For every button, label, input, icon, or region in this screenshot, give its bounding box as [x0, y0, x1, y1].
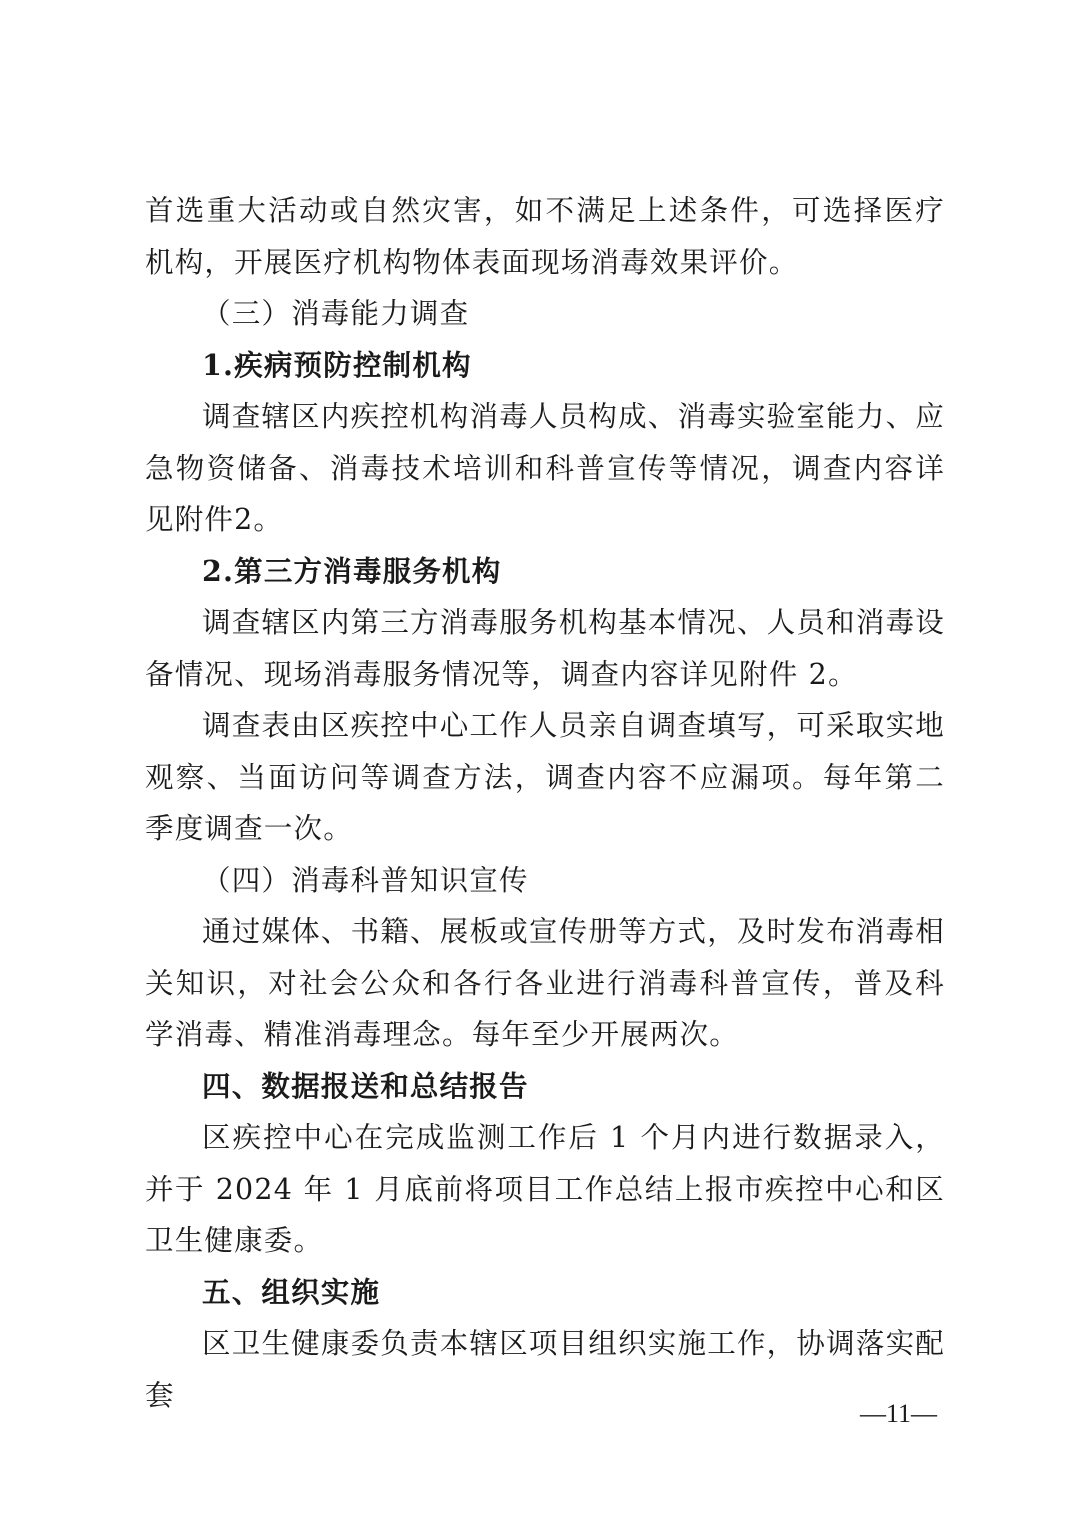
- paragraph-survey-method: 调查表由区疾控中心工作人员亲自调查填写，可采取实地观察、当面访问等调查方法，调查内容不应漏项。每年第二季度调查一次。: [145, 709, 945, 845]
- section-heading-4: 四、数据报送和总结报告: [202, 1068, 529, 1103]
- document-body: [145, 185, 945, 1421]
- paragraph-third-party-survey: 调查辖区内第三方消毒服务机构基本情况、人员和消毒设备情况、现场消毒服务情况等，调查内容详见附件 2。: [145, 606, 945, 691]
- page-number: —11—: [860, 1399, 938, 1428]
- paragraph-organization: 区卫生健康委负责本辖区项目组织实施工作，协调落实配套: [145, 1327, 945, 1412]
- paragraph-cdc-survey: 调查辖区内疾控机构消毒人员构成、消毒实验室能力、应急物资储备、消毒技术培训和科普宣传等情况，调查内容详见附件2。: [145, 400, 945, 536]
- item-heading-1: 1.疾病预防控制机构: [202, 347, 472, 382]
- paragraph-publicity: 通过媒体、书籍、展板或宣传册等方式，及时发布消毒相关知识，对社会公众和各行各业进行消毒科普宣传，普及科学消毒、精准消毒理念。每年至少开展两次。: [145, 915, 945, 1051]
- paragraph-data-report: 区疾控中心在完成监测工作后 1 个月内进行数据录入，并于 2024 年 1 月底前将项目工作总结上报市疾控中心和区卫生健康委。: [145, 1121, 945, 1257]
- subsection-heading-3: （三）消毒能力调查: [202, 297, 470, 330]
- item-heading-2: 2.第三方消毒服务机构: [202, 553, 502, 588]
- section-heading-5: 五、组织实施: [202, 1274, 381, 1309]
- subsection-heading-4: （四）消毒科普知识宣传: [202, 863, 529, 897]
- paragraph-1: 首选重大活动或自然灾害，如不满足上述条件，可选择医疗机构，开展医疗机构物体表面现场消毒效果评价。: [145, 194, 945, 279]
